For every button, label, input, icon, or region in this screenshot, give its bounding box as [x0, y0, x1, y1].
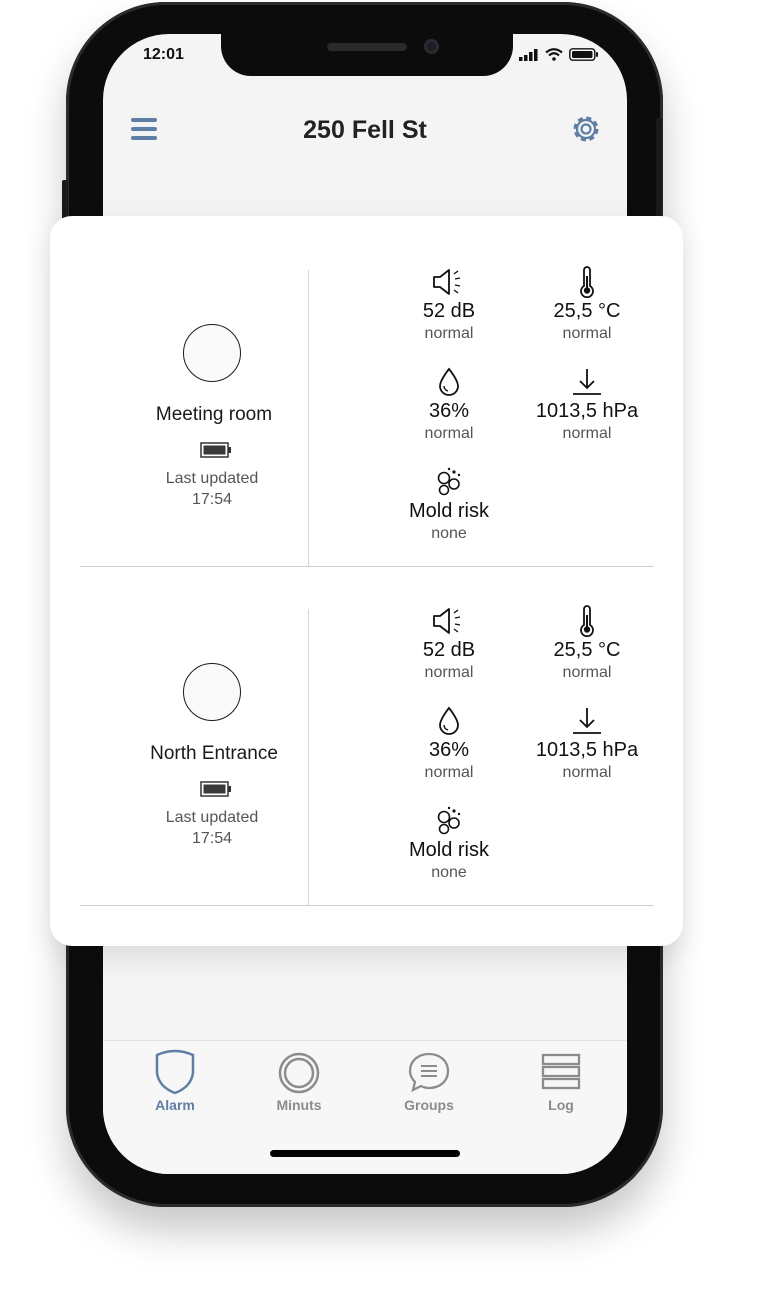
tab-groups[interactable] — [379, 1049, 479, 1113]
metric-temperature — [512, 266, 662, 343]
metric-status: normal — [562, 764, 612, 781]
metric-status: normal — [424, 325, 474, 342]
tab-label: Log — [548, 1097, 574, 1113]
ring-icon — [277, 1049, 321, 1095]
home-indicator[interactable] — [270, 1150, 460, 1157]
water-drop-icon — [429, 366, 469, 398]
metric-pressure — [512, 705, 662, 782]
phone-side-button — [62, 180, 68, 220]
status-icons — [519, 48, 599, 61]
sensor-summary — [80, 228, 308, 567]
metric-status: normal — [424, 764, 474, 781]
tab-alarm[interactable] — [125, 1049, 225, 1113]
tab-label: Minuts — [276, 1097, 322, 1113]
metric-value: 36% — [428, 400, 470, 422]
speaker-icon — [429, 605, 469, 637]
tab-log[interactable] — [511, 1049, 611, 1113]
battery-icon — [200, 781, 232, 797]
metric-noise — [374, 266, 524, 343]
battery-status-icon — [569, 48, 599, 61]
wifi-icon — [545, 48, 563, 61]
settings-button[interactable] — [569, 112, 603, 146]
sensor-name: North Entrance — [150, 743, 278, 764]
last-updated-time: 17:54 — [191, 491, 233, 508]
metric-value: 25,5 °C — [553, 300, 621, 322]
sensor-name: Meeting room — [155, 404, 273, 425]
metric-value: 52 dB — [422, 639, 476, 661]
last-updated-label: Last updated — [165, 809, 259, 826]
speaker-icon — [429, 266, 469, 298]
sensor-status-orb — [183, 663, 241, 721]
shield-icon — [153, 1049, 197, 1095]
signal-icon — [519, 49, 539, 61]
sensor-row[interactable] — [80, 228, 654, 567]
row-divider — [80, 905, 654, 906]
last-updated-label: Last updated — [165, 470, 259, 487]
pressure-arrow-icon — [567, 366, 607, 398]
chat-bubble-icon — [407, 1049, 451, 1095]
metric-humidity — [374, 366, 524, 443]
metric-value: 36% — [428, 739, 470, 761]
metric-status: none — [431, 525, 467, 542]
metric-noise — [374, 605, 524, 682]
phone-side-button — [656, 118, 662, 228]
pressure-arrow-icon — [567, 705, 607, 737]
metric-value: 52 dB — [422, 300, 476, 322]
metric-value: Mold risk — [408, 839, 489, 861]
sensor-row[interactable] — [80, 567, 654, 906]
metric-humidity — [374, 705, 524, 782]
column-divider — [308, 270, 309, 566]
metric-value: Mold risk — [408, 500, 489, 522]
sensor-summary — [80, 567, 308, 906]
metric-status: normal — [562, 664, 612, 681]
last-updated-time: 17:54 — [191, 830, 233, 847]
thermometer-icon — [567, 605, 607, 637]
thermometer-icon — [567, 266, 607, 298]
metric-status: normal — [424, 425, 474, 442]
speaker — [327, 43, 407, 51]
tab-minuts[interactable] — [249, 1049, 349, 1113]
mold-spores-icon — [429, 466, 469, 498]
metric-value: 1013,5 hPa — [535, 739, 639, 761]
mold-spores-icon — [429, 805, 469, 837]
stack-icon — [539, 1049, 583, 1095]
front-camera — [424, 39, 439, 54]
status-time: 12:01 — [143, 46, 184, 63]
notch — [221, 34, 513, 76]
metric-status: normal — [562, 325, 612, 342]
metric-status: normal — [424, 664, 474, 681]
water-drop-icon — [429, 705, 469, 737]
tab-label: Groups — [404, 1097, 454, 1113]
battery-icon — [200, 442, 232, 458]
sensor-status-orb — [183, 324, 241, 382]
metric-temperature — [512, 605, 662, 682]
metric-value: 1013,5 hPa — [535, 400, 639, 422]
tab-label: Alarm — [155, 1097, 195, 1113]
metric-mold — [374, 805, 524, 882]
page-title: 250 Fell St — [303, 116, 427, 144]
gear-icon — [569, 112, 603, 146]
column-divider — [308, 609, 309, 905]
metric-pressure — [512, 366, 662, 443]
metric-mold — [374, 466, 524, 543]
sensor-card — [50, 216, 683, 946]
metric-status: none — [431, 864, 467, 881]
metric-status: normal — [562, 425, 612, 442]
metric-value: 25,5 °C — [553, 639, 621, 661]
